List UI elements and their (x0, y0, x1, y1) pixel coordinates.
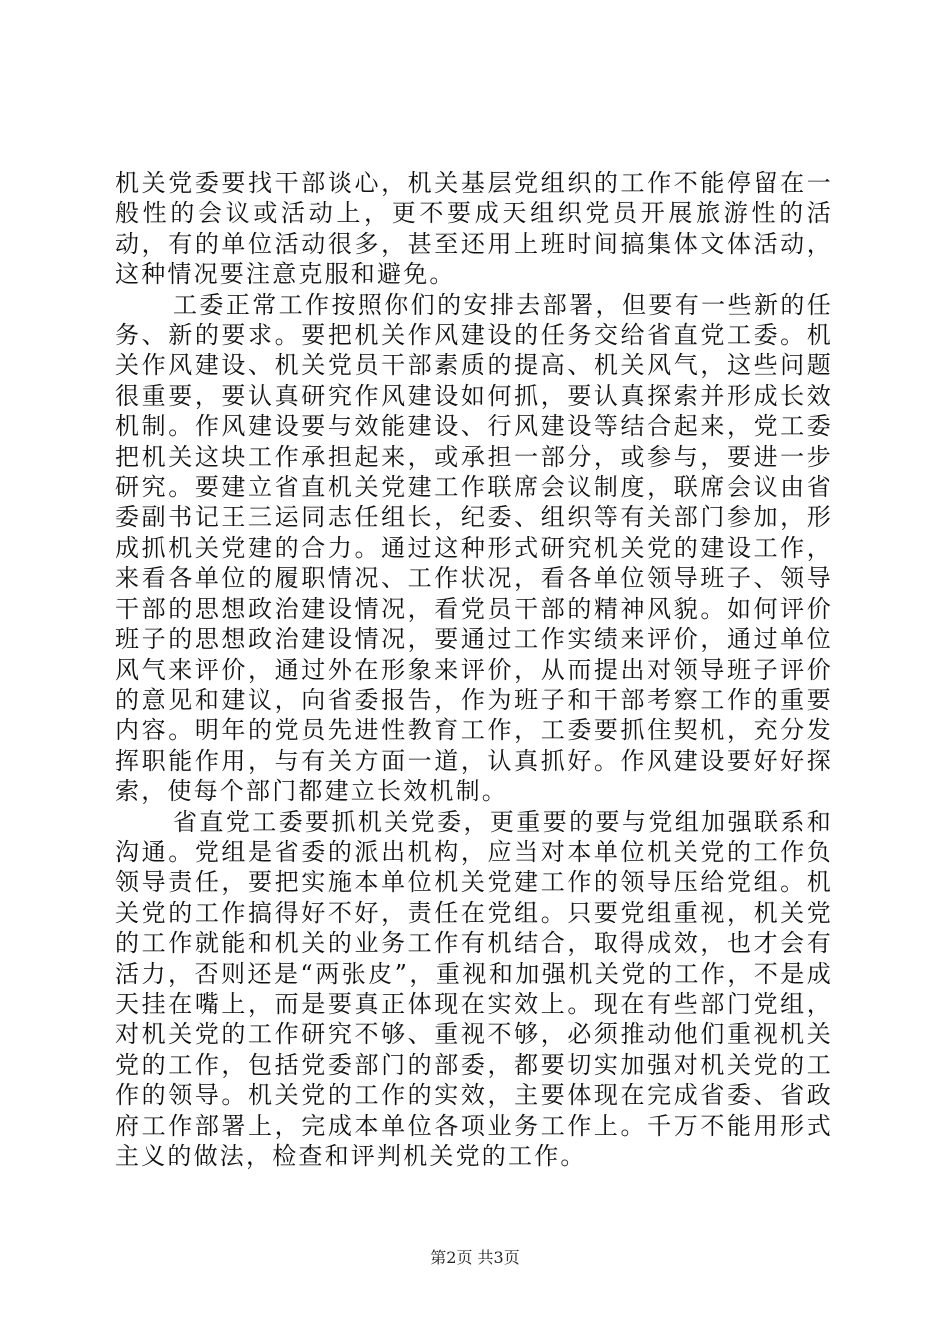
paragraph-3: 省直党工委要抓机关党委，更重要的要与党组加强联系和沟通。党组是省委的派出机构，应当对本单位机关党的工作负领导责任，要把实施本单位机关党建工作的领导压给党组。机关党的工作搞得好不好，责任在党组。只要党组重视，机关党的工作就能和机关的业务工作有机结合，取得成效，也才会有活力，否则还是“两张皮”，重视和加强机关党的工作，不是成天挂在嘴上，而是要真正体现在实效上。现在有些部门党组，对机关党的工作研究不够、重视不够，必须推动他们重视机关党的工作，包括党委部门的部委，都要切实加强对机关党的工作的领导。机关党的工作的实效，主要体现在完成省委、省政府工作部署上，完成本单位各项业务工作上。千万不能用形式主义的做法，检查和评判机关党的工作。 (115, 807, 833, 1170)
page-footer: 第2页 共3页 (430, 1248, 520, 1267)
paragraph-2: 工委正常工作按照你们的安排去部署，但要有一些新的任务、新的要求。要把机关作风建设的任务交给省直党工委。机关作风建设、机关党员干部素质的提高、机关风气，这些问题很重要，要认真研究作风建设如何抓，要认真探索并形成长效机制。作风建设要与效能建设、行风建设等结合起来，党工委把机关这块工作承担起来，或承担一部分，或参与，要进一步研究。要建立省直机关党建工作联席会议制度，联席会议由省委副书记王三运同志任组长，纪委、组织等有关部门参加，形成抓机关党建的合力。通过这种形式研究机关党的建设工作，来看各单位的履职情况、工作状况，看各单位领导班子、领导干部的思想政治建设情况，看党员干部的精神风貌。如何评价班子的思想政治建设情况，要通过工作实绩来评价，通过单位风气来评价，通过外在形象来评价，从而提出对领导班子评价的意见和建议，向省委报告，作为班子和干部考察工作的重要内容。明年的党员先进性教育工作，工委要抓住契机，充分发挥职能作用，与有关方面一道，认真抓好。作风建设要好好探索，使每个部门都建立长效机制。 (115, 290, 833, 806)
document-body (115, 168, 833, 1171)
paragraph-1: 机关党委要找干部谈心，机关基层党组织的工作不能停留在一般性的会议或活动上，更不要成天组织党员开展旅游性的活动，有的单位活动很多，甚至还用上班时间搞集体文体活动，这种情况要注意克服和避免。 (115, 169, 833, 289)
